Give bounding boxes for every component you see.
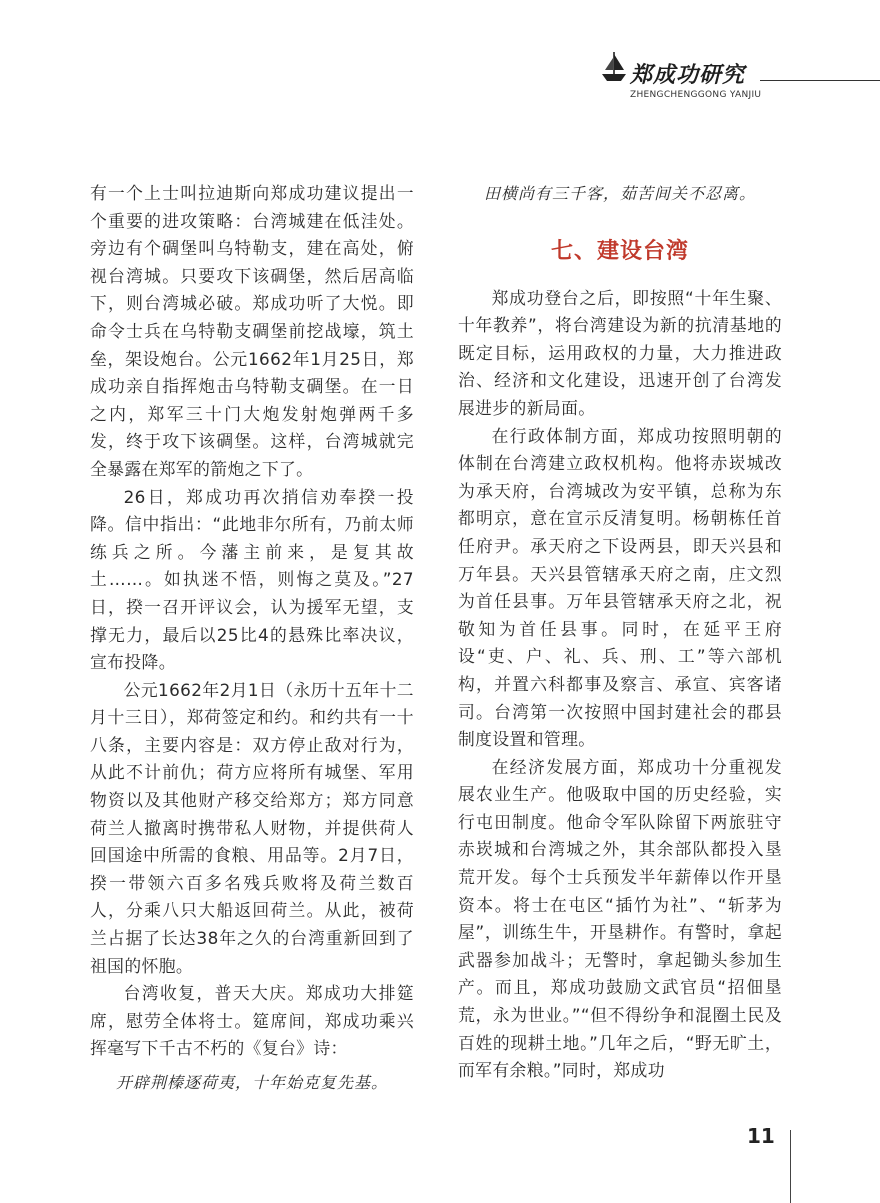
paragraph: 公元1662年2月1日（永历十五年十二月十三日），郑荷签定和约。和约共有一十八条，主要内容是：双方停止敌对行为，从此不计前仇；荷方应将所有城堡、军用物资以及其他财产移交给郑方；郑方同意荷兰人撤离时携带私人财物，并提供荷人回国途中所需的食粮、用品等。2月7日，揆一带领六百多名残兵败将及荷兰数百人，分乘八只大船返回荷兰。从此，被荷兰占据了长达38年之久的台湾重新回到了祖国的怀胞。: [90, 679, 414, 976]
header-rule: [760, 80, 880, 81]
journal-subtitle: ZHENGCHENGGONG YANJIU: [630, 90, 762, 100]
page-number: 11: [747, 1124, 775, 1148]
paragraph: 26日，郑成功再次捎信劝奉揆一投降。信中指出：“此地非尔所有，乃前太师练兵之所。今藩主前来，是复其故土……。如执迷不悟，则悔之莫及。”27日，揆一召开评议会，认为援军无望，支撑无力，最后以25比4的悬殊比率决议，宣布投降。: [90, 486, 414, 673]
left-column: [90, 180, 414, 1097]
paragraph: 有一个上士叫拉迪斯向郑成功建议提出一个重要的进攻策略：台湾城建在低洼处。旁边有个碉堡叫乌特勒支，建在高处，俯视台湾城。只要攻下该碉堡，然后居高临下，则台湾城必破。郑成功听了大悦。即命令士兵在乌特勒支碉堡前挖战壕，筑土垒，架设炮台。公元1662年1月25日，郑成功亲自指挥炮击乌特勒支碉堡。在一日之内，郑军三十门大炮发射炮弹两千多发，终于攻下该碉堡。这样，台湾城就完全暴露在郑军的箭炮之下了。: [90, 183, 414, 479]
section-heading: 七、建设台湾: [550, 238, 689, 264]
journal-title: 郑成功研究: [630, 62, 746, 88]
poem-line: 开辟荆榛逐荷夷，十年始克复先基。: [115, 1073, 388, 1092]
journal-header: [600, 44, 880, 108]
right-column: [458, 180, 782, 1085]
ship-logo-icon: [600, 50, 628, 84]
page-number-rule: [790, 1130, 791, 1203]
paragraph: 郑成功登台之后，即按照“十年生聚、十年教养”，将台湾建设为新的抗清基地的既定目标，运用政权的力量，大力推进政治、经济和文化建设，迅速开创了台湾发展进步的新局面。: [458, 287, 782, 418]
paragraph: 在经济发展方面，郑成功十分重视发展农业生产。他吸取中国的历史经验，实行屯田制度。他命令军队除留下两旅驻守赤崁城和台湾城之外，其余部队都投入垦荒开发。每个士兵预发半年薪俸以作开垦资本。将士在屯区“插竹为社”、“斩茅为屋”，训练生牛，开垦耕作。有警时，拿起武器参加战斗；无警时，拿起锄头参加生产。而且，郑成功鼓励文武官员“招佃垦荒，永为世业。”“但不得纷争和混圈土民及百姓的现耕土地。”几年之后，“野无旷土，而军有余粮。”同时，郑成功: [458, 756, 782, 1081]
paragraph: 在行政体制方面，郑成功按照明朝的体制在台湾建立政权机构。他将赤崁城改为承天府，台湾城改为安平镇，总称为东都明京，意在宣示反清复明。杨朝栋任首任府尹。承天府之下设两县，即天兴县和万年县。天兴县管辖承天府之南，庄文烈为首任县事。万年县管辖承天府之北，祝敬知为首任县事。同时，在延平王府设“吏、户、礼、兵、刑、工”等六部机构，并置六科都事及察言、承宣、宾客诸司。台湾第一次按照中国封建社会的郡县制度设置和管理。: [458, 425, 782, 750]
poem-line: 田横尚有三千客，茹苦间关不忍离。: [483, 184, 756, 203]
paragraph: 台湾收复，普天大庆。郑成功大排筵席，慰劳全体将士。筵席间，郑成功乘兴挥毫写下千古不朽的《复台》诗：: [90, 983, 414, 1059]
